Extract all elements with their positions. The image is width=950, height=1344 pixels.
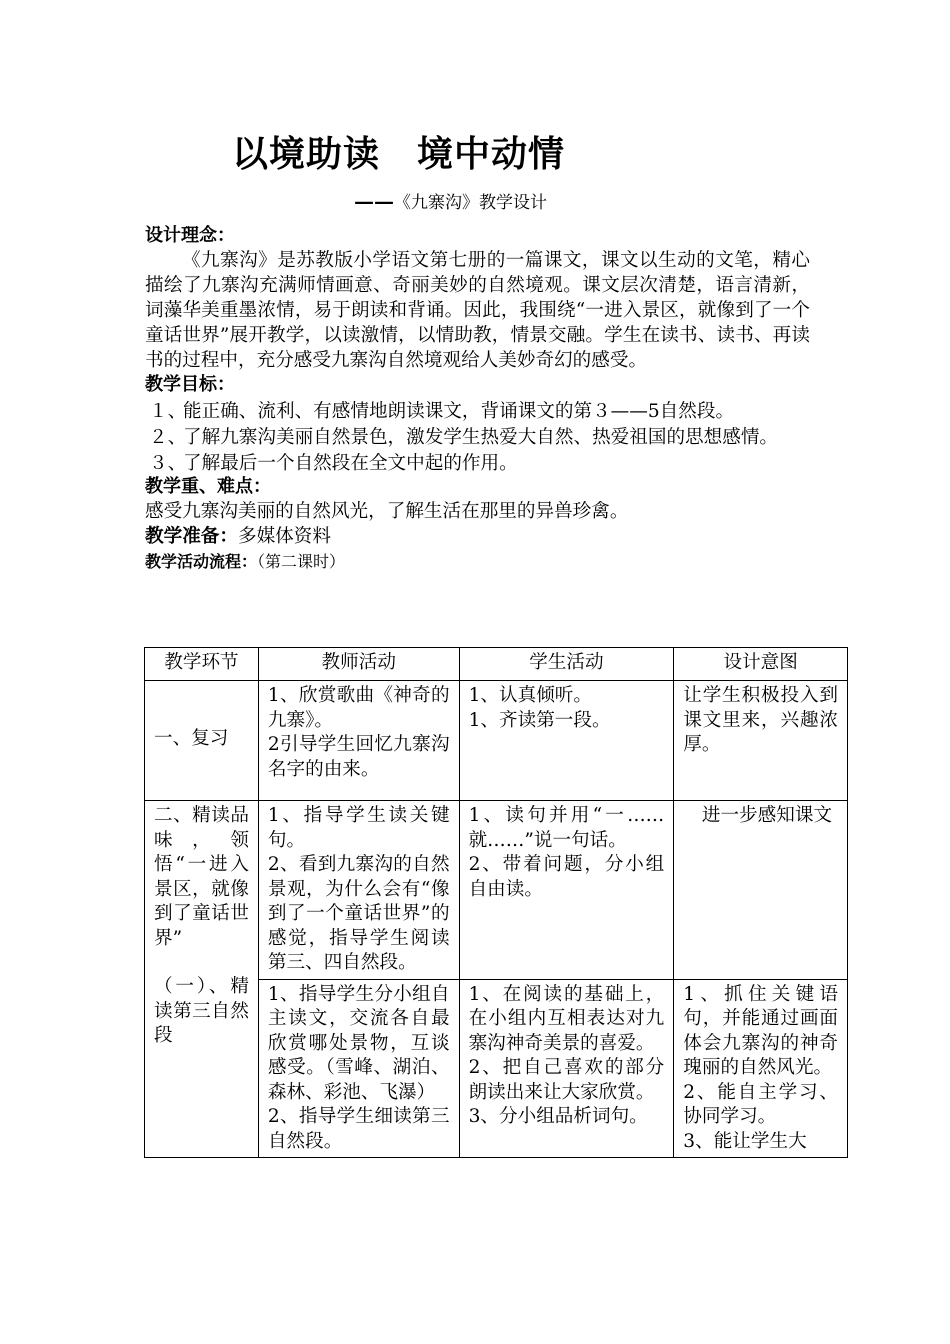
teacher-cell [258, 801, 459, 980]
table-row [145, 681, 848, 801]
intent-cell [674, 681, 848, 801]
cell-text: 2、把自己喜欢的部分朗读出来让大家欣赏。 [468, 1057, 665, 1103]
student-cell [459, 979, 674, 1158]
goal-text: 了解九寨沟美丽自然景色，激发学生热爱大自然、热爱祖国的思想感情。 [183, 427, 779, 448]
goals-heading: 教学目标： [145, 374, 235, 395]
cell-text: 1、指导学生读关键句。 [267, 805, 450, 851]
preparation-body: 多媒体资料 [237, 526, 331, 547]
table-header-row [145, 648, 848, 681]
teacher-cell [258, 979, 459, 1158]
column-header: 设计意图 [674, 648, 848, 681]
goal-number: １、 [149, 401, 187, 422]
cell-text: 一、复习 [154, 727, 229, 749]
stage-cell [145, 681, 259, 801]
stage-cell [145, 801, 259, 1158]
goal-number: ３、 [149, 453, 187, 474]
goal-text: 能正确、流利、有感情地朗读课文，背诵课文的第３——5自然段。 [183, 401, 735, 422]
cell-text: 让学生积极投入到课文里来，兴趣浓厚。 [683, 685, 838, 755]
preparation-heading: 教学准备： [145, 526, 238, 547]
goal-number: ２、 [149, 427, 187, 448]
teacher-cell [258, 681, 459, 801]
flow-note: （第二课时） [257, 552, 346, 571]
preparation-line [145, 524, 810, 549]
cell-text: 2、带着问题，分小组自由读。 [468, 854, 665, 900]
intent-cell [674, 979, 848, 1158]
table-row [145, 801, 848, 980]
cell-text: 1、抓住关键语句，并能通过画面体会九寨沟的神奇瑰丽的自然风光。 [683, 983, 838, 1078]
key-points-body: 感受九寨沟美丽的自然风光，了解生活在那里的异兽珍禽。 [145, 501, 629, 522]
goal-item [145, 452, 810, 475]
column-header: 学生活动 [459, 648, 674, 681]
key-points-heading: 教学重、难点： [145, 476, 271, 497]
cell-text: 2、看到九寨沟的自然景观，为什么会有“像到了一个童话世界”的感觉，指导学生阅读第三、四自然段。 [267, 854, 450, 973]
student-cell [459, 801, 674, 980]
subtitle-dash: —— [354, 189, 394, 213]
document-body [145, 224, 810, 574]
document-title: 以境助读 境中动情 [232, 134, 566, 175]
intent-cell [674, 801, 848, 980]
student-cell [459, 681, 674, 801]
cell-text: 进一步感知课文 [683, 805, 833, 826]
flow-heading-line [145, 549, 810, 574]
cell-text: 2、指导学生细读第三自然段。 [267, 1106, 450, 1152]
subtitle-text: 《九寨沟》教学设计 [394, 193, 547, 213]
cell-text: 1、欣赏歌曲《神奇的九寨》。 [267, 685, 450, 731]
cell-text: 3、分小组品析词句。 [468, 1106, 648, 1127]
document-subtitle [354, 188, 547, 213]
goal-item [145, 400, 810, 423]
flow-heading: 教学活动流程： [145, 552, 258, 571]
goal-text: 了解最后一个自然段在全文中起的作用。 [183, 453, 518, 474]
activity-flow-table [144, 647, 848, 1158]
cell-text: 2引导学生回忆九寨沟名字的由来。 [267, 734, 450, 780]
column-header: 教学环节 [145, 648, 259, 681]
cell-text: 2、能自主学习、协同学习。 [683, 1081, 838, 1127]
cell-text: 1、在阅读的基础上，在小组内互相表达对九寨沟神奇美景的喜爱。 [468, 983, 665, 1054]
cell-text [154, 951, 249, 975]
cell-text: 1、读句并用“一……就……”说一句话。 [468, 805, 665, 851]
cell-text: 3、能让学生大 [683, 1130, 807, 1152]
cell-text: 1、认真倾听。 [468, 685, 592, 706]
goal-item [145, 426, 810, 449]
column-header: 教师活动 [258, 648, 459, 681]
cell-text: 1、指导学生分小组自主读文，交流各自最欣赏哪处景物，互谈感受。（雪峰、湖泊、森林、彩池、飞瀑） [267, 983, 450, 1103]
cell-text: 1、齐读第一段。 [468, 709, 611, 731]
design-concept-body: 《九寨沟》是苏教版小学语文第七册的一篇课文，课文以生动的文笔，精心描绘了九寨沟充满师情画意、奇丽美妙的自然境观。课文层次清楚，语言清新，词藻华美重墨浓情，易于朗读和背诵。因此，我围绕“一进入景区，就像到了一个童话世界”展开教学，以读激情，以情助教，情景交融。学生在读书、读书、再读书的过程中，充分感受九寨沟自然境观给人美妙奇幻的感受。 [145, 250, 810, 371]
design-concept-heading: 设计理念： [145, 225, 235, 246]
cell-text: （一）、精读第三自然段 [154, 976, 249, 1046]
cell-text: 二、精读品味，领悟“一进入景区，就像到了童话世界” [154, 805, 249, 949]
